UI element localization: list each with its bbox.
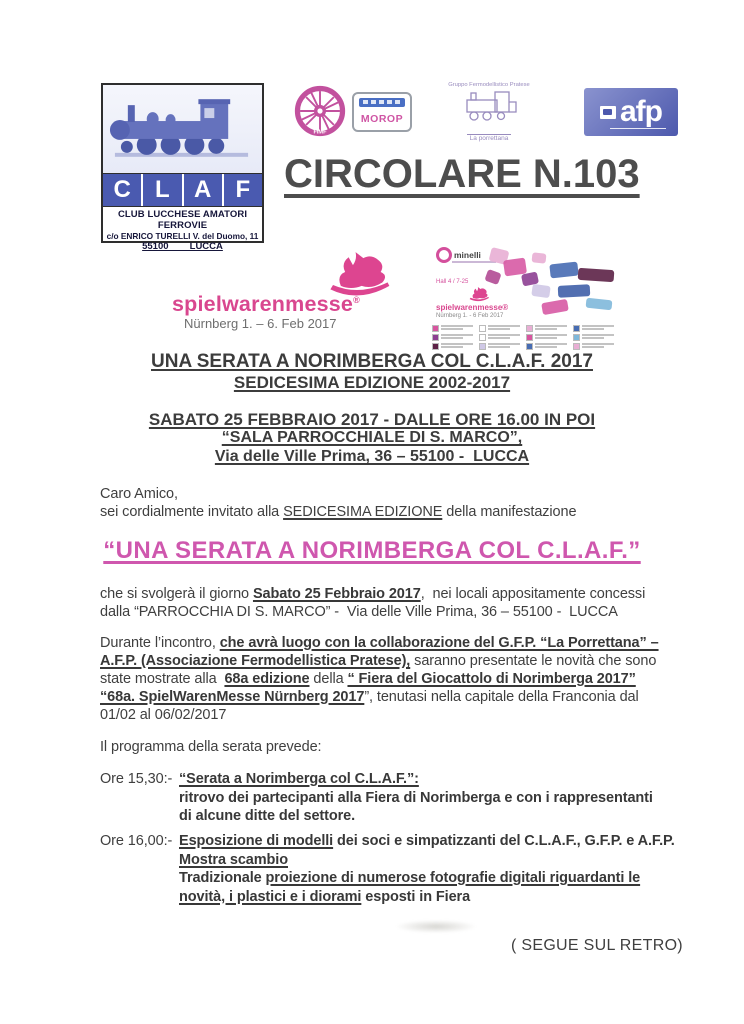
event-address: Via delle Ville Prima, 36 – 55100 - LUCCA (214, 448, 530, 465)
club-city: 55100 LUCCA (142, 241, 223, 252)
salutation: Caro Amico, (100, 486, 178, 502)
hall-block (541, 299, 569, 315)
gfp-group-name: Gruppo Fermodellistico Pratese (448, 82, 530, 88)
paragraph-details: Durante l’incontro, che avrà luogo con la collaborazione del G.F.P. “La Porrettana” – A.F.P. (Associazione Fermodellistica Pratese), saranno presentate le novità che sono state mostrate alla 68a edizione della “ Fiera del Giocattolo di Norimberga 2017” “68a. SpielWarenMesse Nürnberg 2017”, tenutasi nella capitale della Franconia dal 01/02 al 06/02/2017 (100, 635, 659, 723)
steam-locomotive-icon (103, 85, 262, 171)
fair-hall-map (428, 243, 624, 343)
morop-logo (352, 92, 412, 132)
item-desc: ritrovo dei partecipanti alla Fiera di Norimberga e con i rappresentanti (179, 789, 653, 806)
claf-letter: A (184, 174, 224, 206)
minelli-ring-icon (436, 247, 452, 263)
program-item-1600: Ore 16,00:- Esposizione di modelli dei soci e simpatizzanti del C.L.A.F., G.F.P. e A.F.P. Mostra scambio Tradizionale proiezione di numerose fotografie digitali riguardanti le novità, i plastici e i diorami esposti in Fiera (100, 833, 675, 905)
claf-letters-band (103, 173, 262, 207)
map-dates: Nürnberg 1. - 6 Feb 2017 (436, 313, 504, 319)
blue-train-icon (358, 96, 406, 109)
event-date-inline: Sabato 25 Febbraio 2017 (252, 586, 421, 602)
registered-mark: ® (353, 294, 360, 305)
hall-block (531, 284, 550, 298)
hall-note: Hall 4 / 7-25 (436, 279, 469, 285)
minelli-tagline-bar (452, 261, 496, 263)
spielwarenmesse-wordmark: spielwarenmesse® (172, 292, 360, 316)
afp-logo (584, 88, 678, 136)
event-date: SABATO 25 FEBBRAIO 2017 - DALLE ORE 16.00 IN POI (148, 410, 596, 429)
item-time: Ore 15,30:- (100, 771, 173, 787)
afp-label: afp (620, 95, 662, 128)
paragraph-when: che si svolgerà il giorno Sabato 25 Febbraio 2017, nei locali appositamente concessi dalla “PARROCCHIA DI S. MARCO” - Via delle Ville Prima, 36 – 55100 - LUCCA (100, 586, 646, 620)
outline-locomotive-icon (459, 88, 519, 122)
footer-note: ( SEGUE SUL RETRO) (511, 937, 683, 954)
hall-block (484, 269, 501, 285)
hall-block (586, 298, 613, 311)
rocking-horse-icon-small (466, 285, 492, 302)
afp-microtext-line (610, 128, 666, 130)
club-name: CLUB LUCCHESE AMATORI FERROVIE (117, 209, 248, 231)
club-address: c/o ENRICO TURELLI V. del Duomo, 11 (106, 231, 259, 241)
circular-title: CIRCOLARE N.103 (284, 152, 640, 196)
program-heading: Il programma della serata prevede: (100, 739, 322, 755)
claf-letter: C (103, 174, 143, 206)
gfp-subtitle: La porrettana (467, 134, 512, 142)
afp-locomotive-chip-icon (600, 106, 616, 119)
claf-letter: L (143, 174, 183, 206)
spielwarenmesse-dates: Nürnberg 1. – 6. Feb 2017 (184, 316, 337, 331)
locomotive-image (103, 85, 262, 173)
item-time: Ore 16,00:- (100, 833, 173, 849)
gfp-porrettana-stamp (446, 82, 532, 140)
minelli-brand: minelli (454, 250, 481, 260)
event-venue: “SALA PARROCCHIALE DI S. MARCO”, (221, 429, 523, 446)
hall-block (578, 268, 615, 282)
ink-smudge (396, 920, 476, 933)
edition-emphasis: SEDICESIMA EDIZIONE (283, 504, 443, 520)
morop-label: MOROP (360, 113, 404, 125)
map-legend (432, 325, 622, 350)
hall-block (558, 284, 591, 298)
event-title: UNA SERATA A NORIMBERGA COL C.L.A.F. 2017 (151, 351, 593, 372)
fimf-logo (294, 85, 346, 137)
event-banner: “UNA SERATA A NORIMBERGA COL C.L.A.F.” (103, 537, 641, 564)
claf-club-logo (101, 83, 264, 252)
program-item-1530 (100, 770, 653, 826)
fimf-label: FIMF (313, 129, 327, 136)
item-title: “Serata a Norimberga col C.L.A.F.”: (179, 771, 419, 787)
hall-block (532, 252, 547, 263)
rocking-horse-icon (320, 246, 398, 298)
claf-letter: F (235, 176, 251, 203)
intro-line: sei cordialmente invitato alla SEDICESIMA EDIZIONE della manifestazione (100, 504, 577, 520)
hall-block (549, 262, 578, 279)
item-desc: di alcune ditte del settore. (179, 808, 356, 824)
spoked-wheel-icon (294, 85, 346, 137)
event-edition: SEDICESIMA EDIZIONE 2002-2017 (233, 373, 511, 392)
map-spielwarenmesse-label: spielwarenmesse® (436, 303, 509, 312)
